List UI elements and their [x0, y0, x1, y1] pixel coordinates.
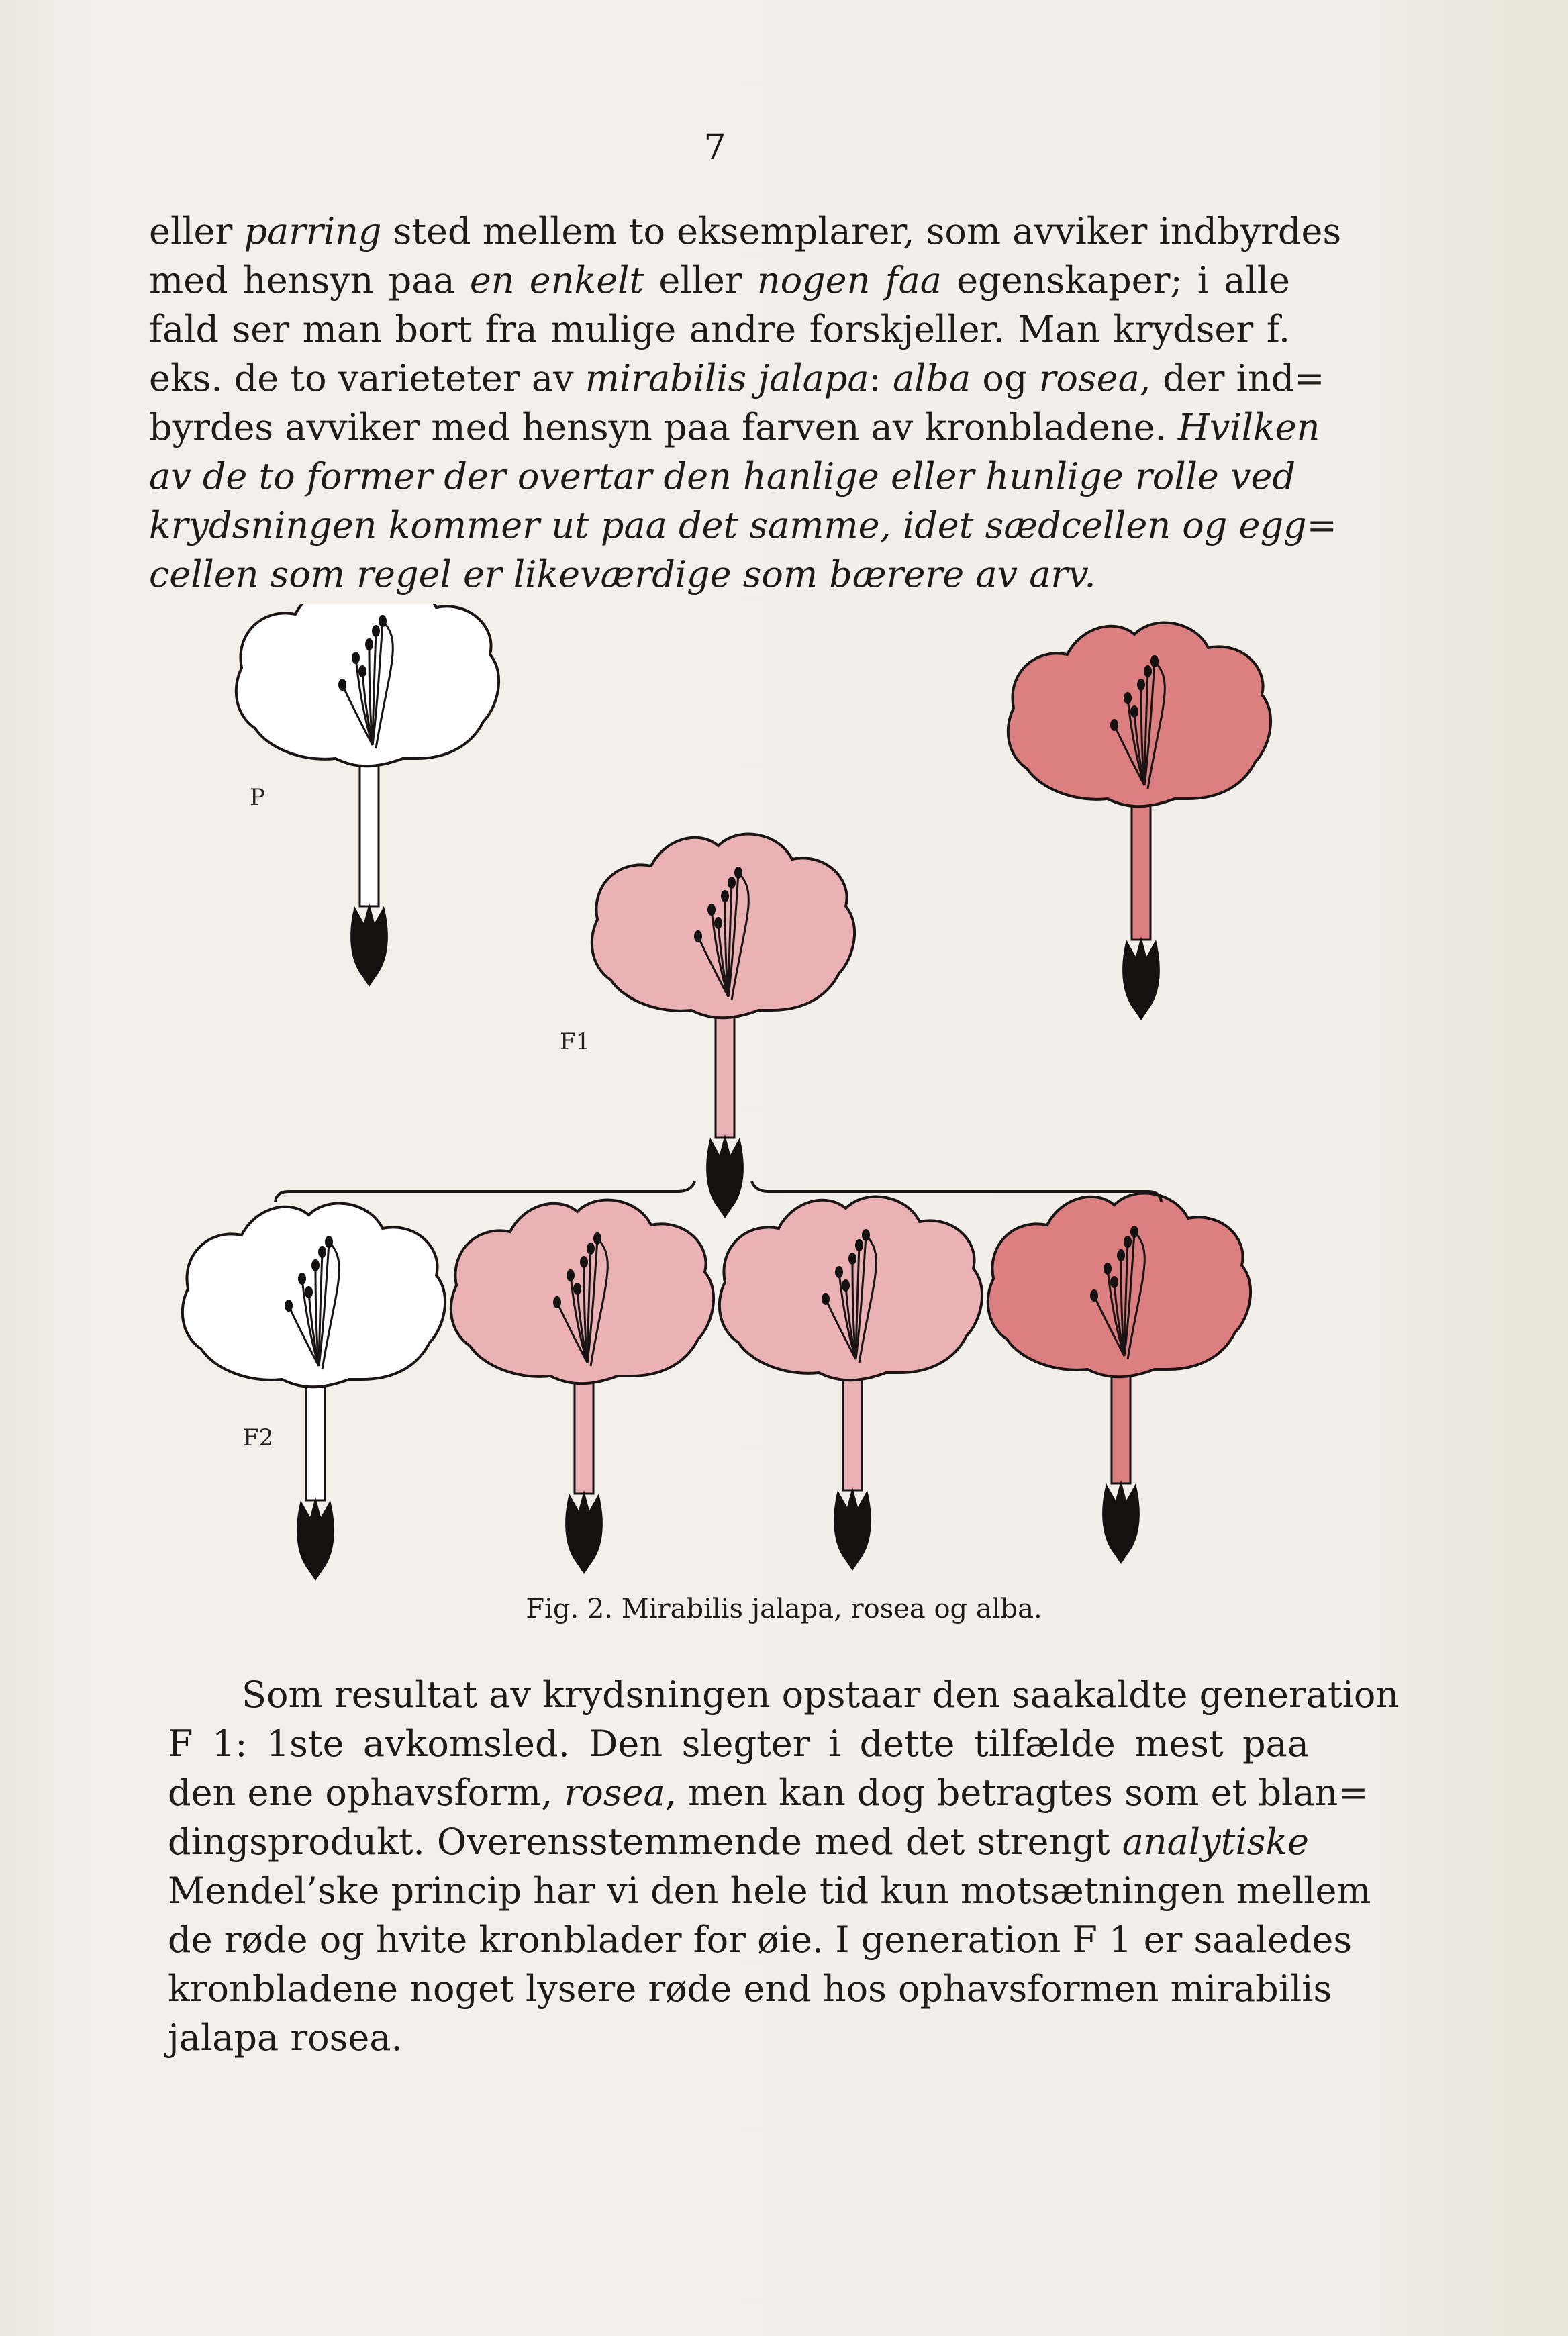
flower-tube — [575, 1366, 593, 1494]
text-span: egenskaper; i alle — [941, 259, 1290, 301]
text-span: eller — [644, 259, 757, 301]
flower-anther — [1130, 705, 1138, 718]
flower-anther — [593, 1232, 601, 1245]
flower-anther — [862, 1229, 870, 1241]
flower-petals — [236, 604, 499, 766]
flower-anther — [325, 1236, 333, 1248]
flower-f2-hybrid-1 — [451, 1200, 714, 1574]
paragraph-2-line: Som resultat av krydsningen opstaar den saakaldte generation — [242, 1673, 1400, 1716]
flower-f2-rosea — [988, 1194, 1251, 1564]
flower-anther — [318, 1246, 326, 1258]
flower-anther — [842, 1279, 850, 1292]
flower-calyx — [1122, 936, 1160, 1020]
flower-tube — [843, 1363, 862, 1490]
text-span: sted mellem to eksemplarer, som avviker indbyrdes — [381, 210, 1342, 252]
flower-anther — [580, 1256, 588, 1268]
text-span: , men kan dog betragtes som et blan= — [665, 1771, 1369, 1814]
flower-anther — [1137, 679, 1145, 691]
text-span: eller — [149, 210, 244, 252]
flower-anther — [694, 930, 702, 942]
flower-tube — [306, 1369, 325, 1500]
paragraph-1-line — [149, 354, 1325, 403]
flower-anther — [1104, 1263, 1112, 1275]
flower-anther — [567, 1269, 575, 1281]
text-span: den ene ophavsform, — [168, 1771, 565, 1814]
flower-anther — [1110, 1276, 1118, 1288]
paragraph-1-line: krydsningen kommer ut paa det samme, idet sædcellen og egg= — [149, 504, 1337, 546]
figure-mirabilis-crossing — [0, 604, 1568, 1611]
flower-anther — [1110, 719, 1118, 731]
flower-anther — [573, 1283, 581, 1295]
paragraph-2-line: Mendel’ske princip har vi den hele tid kun motsætningen mellem — [168, 1869, 1371, 1912]
italic-text-span: Hvilken — [1177, 406, 1320, 448]
italic-text-span: parring — [244, 210, 382, 252]
text-span: og — [971, 357, 1039, 399]
paragraph-2-line: jalapa rosea. — [168, 2016, 403, 2059]
flower-f2-alba — [183, 1204, 445, 1581]
paragraph-2-line — [168, 1768, 1369, 1817]
flower-anther — [352, 652, 360, 664]
flower-anther — [848, 1253, 856, 1265]
italic-text-span: mirabilis jalapa — [585, 357, 869, 399]
flower-anther — [1150, 655, 1159, 667]
italic-text-span: alba — [892, 357, 971, 399]
italic-text-span: nogen faa — [756, 259, 942, 301]
flower-petals — [1008, 623, 1271, 807]
paragraph-2-line: de røde og hvite kronblader for øie. I generation F 1 er saaledes — [168, 1918, 1353, 1961]
flower-anther — [338, 679, 346, 691]
flower-petals — [720, 1197, 982, 1381]
flower-anther — [1117, 1249, 1125, 1261]
italic-text-span: analytiske — [1122, 1820, 1309, 1863]
flower-anther — [298, 1273, 306, 1285]
flower-anther — [379, 615, 387, 627]
flower-petals — [988, 1194, 1251, 1377]
figure-caption: Fig. 2. Mirabilis jalapa, rosea og alba. — [526, 1594, 1042, 1624]
generation-label-f2: F2 — [243, 1424, 274, 1451]
flower-anther — [305, 1286, 313, 1298]
paragraph-2 — [168, 1670, 1400, 2062]
paragraph-1-line: cellen som regel er likeværdige som bærere av arv. — [149, 553, 1096, 595]
flower-petals — [451, 1200, 714, 1384]
italic-text-span: rosea — [564, 1771, 665, 1814]
flower-anther — [587, 1243, 595, 1255]
flower-anther — [553, 1296, 561, 1308]
paragraph-1-line — [149, 403, 1320, 452]
flower-anther — [822, 1293, 830, 1305]
paragraph-1 — [149, 207, 1342, 599]
flower-calyx — [565, 1490, 603, 1574]
flower-anther — [734, 867, 742, 879]
flower-p-alba — [236, 604, 499, 987]
text-span: : — [869, 357, 893, 399]
paragraph-1-line — [149, 207, 1342, 256]
flower-calyx — [297, 1497, 334, 1581]
flower-anther — [855, 1239, 863, 1251]
flower-anther — [714, 917, 722, 929]
generation-label-f1: F1 — [560, 1028, 591, 1055]
paragraph-1-line: av de to former der overtar den hanlige eller hunlige rolle ved — [149, 455, 1296, 497]
text-span: med hensyn paa — [149, 259, 470, 301]
italic-text-span: rosea — [1038, 357, 1140, 399]
flower-anther — [1144, 665, 1152, 677]
text-span: dingsprodukt. Overensstemmende med det strengt — [168, 1820, 1122, 1863]
flower-anther — [721, 890, 729, 902]
flower-anther — [311, 1259, 320, 1271]
paragraph-2-line: kronbladene noget lysere røde end hos ophavsformen mirabilis — [168, 1967, 1332, 2010]
flower-p-rosea — [1008, 623, 1271, 1020]
flower-f2-hybrid-2 — [720, 1197, 982, 1571]
text-span: eks. de to varieteter av — [149, 357, 585, 399]
generation-label-p: P — [250, 784, 265, 811]
paragraph-1-line: fald ser man bort fra mulige andre forskjeller. Man krydser f. — [149, 308, 1290, 350]
flower-anther — [285, 1300, 293, 1312]
figure-illustration — [0, 604, 1568, 1611]
paragraph-2-line — [168, 1817, 1309, 1866]
italic-text-span: en enkelt — [469, 259, 644, 301]
flower-anther — [365, 638, 373, 650]
flower-anther — [1124, 692, 1132, 704]
flower-tube — [360, 748, 379, 906]
flower-calyx — [834, 1487, 871, 1571]
flower-anther — [372, 625, 380, 637]
flower-anther — [835, 1266, 843, 1278]
flower-anther — [728, 877, 736, 889]
paragraph-1-line — [149, 256, 1290, 305]
paragraph-2-line: F 1: 1ste avkomsled. Den slegter i dette tilfælde mest paa — [168, 1722, 1309, 1765]
flower-calyx — [350, 903, 388, 987]
flower-anther — [1090, 1289, 1098, 1302]
text-span: , der ind= — [1139, 357, 1325, 399]
flower-f1 — [592, 834, 854, 1218]
flower-tube — [1132, 789, 1150, 940]
flower-anther — [1130, 1226, 1138, 1238]
flower-anther — [707, 904, 716, 916]
f2-bracket-left — [275, 1181, 695, 1202]
flower-anther — [358, 665, 366, 677]
flower-tube — [716, 1000, 734, 1138]
page-number: 7 — [703, 128, 726, 168]
flower-petals — [592, 834, 854, 1018]
text-span: byrdes avviker med hensyn paa farven av kronbladene. — [149, 406, 1178, 448]
flower-calyx — [1102, 1480, 1140, 1564]
flower-anther — [1124, 1236, 1132, 1248]
flower-petals — [183, 1204, 445, 1388]
flower-calyx — [706, 1134, 744, 1218]
